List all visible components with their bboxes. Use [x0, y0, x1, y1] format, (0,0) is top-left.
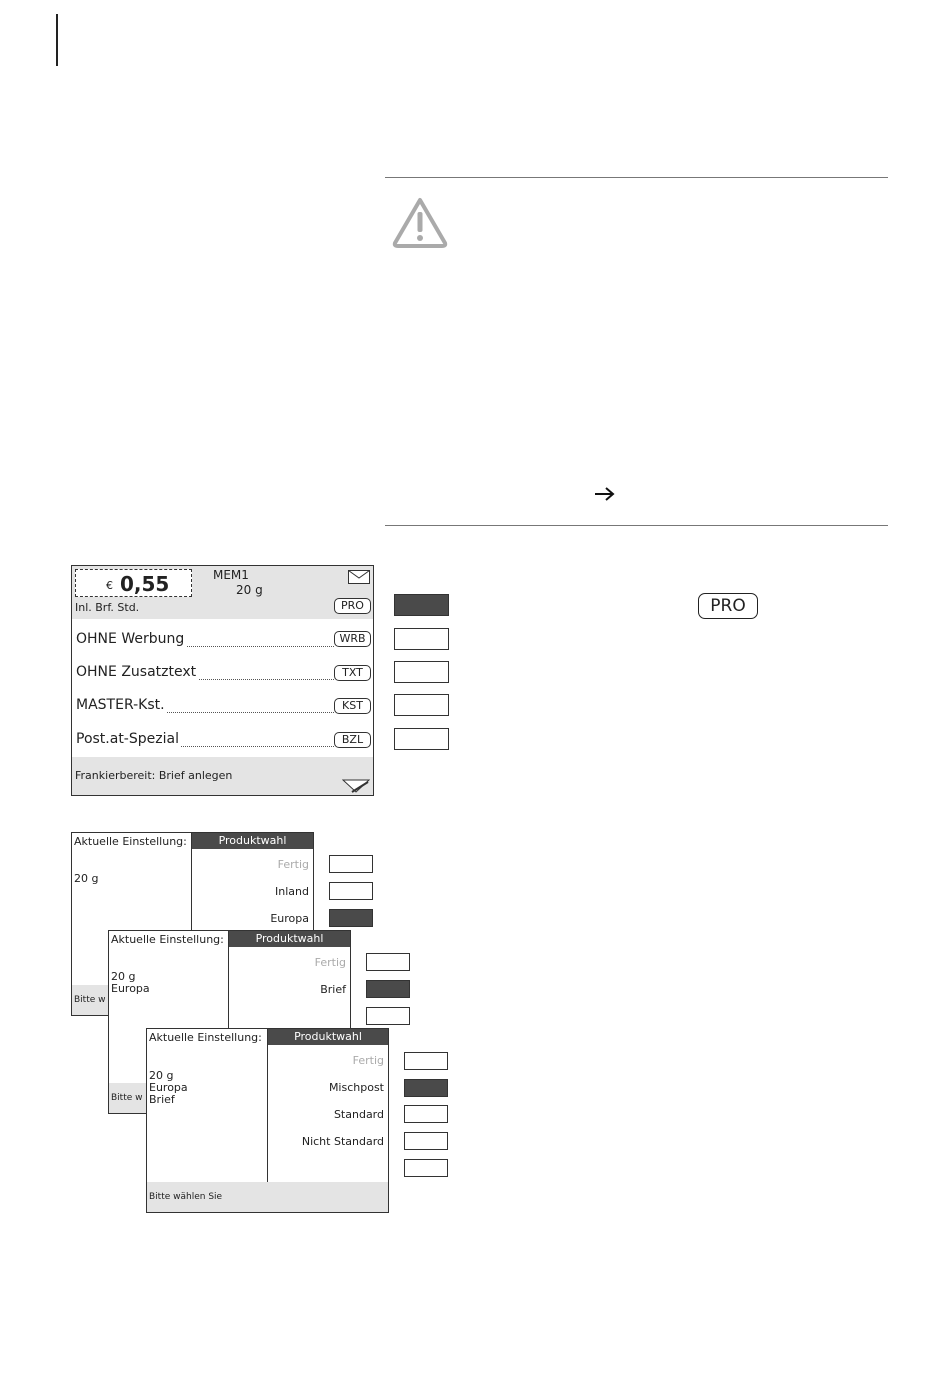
product-selection-header: Produktwahl: [268, 1029, 388, 1045]
envelope-icon: [348, 570, 370, 584]
row-leader: [182, 679, 334, 680]
screen2-key-1[interactable]: [366, 953, 410, 971]
product-name: Inl. Brf. Std.: [75, 601, 140, 614]
scroll-down-icon[interactable]: [342, 779, 370, 793]
pro-soft-key[interactable]: PRO: [334, 598, 371, 614]
current-setting-values: 20 g: [74, 872, 99, 885]
txt-soft-key[interactable]: TXT: [334, 665, 371, 681]
screen2-key-3[interactable]: [366, 1007, 410, 1025]
bzl-soft-key[interactable]: BZL: [334, 732, 371, 748]
current-setting-label: Aktuelle Einstellung:: [74, 835, 187, 848]
option-fertig[interactable]: Fertig: [277, 858, 309, 871]
screen1-key-3[interactable]: [329, 909, 373, 927]
row-label-spezial: Post.at-Spezial: [76, 731, 179, 747]
current-setting-values: 20 g Europa: [111, 970, 150, 995]
option-fertig[interactable]: Fertig: [352, 1054, 384, 1067]
screen-footer: Bitte wählen Sie: [147, 1182, 388, 1212]
warning-top-rule: [385, 177, 888, 178]
row-leader: [167, 746, 334, 747]
screen-footer: Bitte w: [72, 985, 313, 1015]
kst-soft-key[interactable]: KST: [334, 698, 371, 714]
screen3-key-4[interactable]: [404, 1132, 448, 1150]
wrb-soft-key[interactable]: WRB: [334, 631, 371, 647]
row-label-kostenstelle: MASTER-Kst.: [76, 697, 165, 713]
current-setting-label: Aktuelle Einstellung:: [149, 1031, 262, 1044]
current-setting-values: 20 g Europa Brief: [149, 1069, 188, 1106]
option-europa[interactable]: Europa: [270, 912, 309, 925]
warning-triangle-icon: [390, 195, 450, 249]
screen-footer: Bitte w: [109, 1083, 350, 1113]
row-label-zusatztext: OHNE Zusatztext: [76, 664, 197, 680]
postage-amount: 0,55: [120, 572, 170, 596]
product-selection-header: Produktwahl: [192, 833, 313, 849]
option-standard[interactable]: Standard: [333, 1108, 384, 1121]
hardware-key-2[interactable]: [394, 628, 449, 650]
screen3-key-5[interactable]: [404, 1159, 448, 1177]
status-text: Frankierbereit: Brief anlegen: [75, 769, 233, 782]
main-display-screen: [71, 565, 374, 796]
option-inland[interactable]: Inland: [275, 885, 309, 898]
hardware-key-1[interactable]: [394, 594, 449, 616]
product-selection-header: Produktwahl: [229, 931, 350, 947]
screen1-key-2[interactable]: [329, 882, 373, 900]
warning-bottom-rule: [385, 525, 888, 526]
pro-key[interactable]: PRO: [698, 593, 758, 619]
screen3-key-1[interactable]: [404, 1052, 448, 1070]
screen3-key-2[interactable]: [404, 1079, 448, 1097]
memory-slot: MEM1: [213, 568, 249, 582]
row-label-werbung: OHNE Werbung: [76, 631, 185, 647]
postage-amount-box[interactable]: [75, 569, 192, 597]
page-margin-line: [56, 14, 58, 66]
row-leader: [172, 646, 334, 647]
screen3-key-3[interactable]: [404, 1105, 448, 1123]
option-mischpost[interactable]: Mischpost: [328, 1081, 384, 1094]
hardware-key-4[interactable]: [394, 694, 449, 716]
screen2-key-2[interactable]: [366, 980, 410, 998]
option-nicht-standard[interactable]: Nicht Standard: [301, 1135, 384, 1148]
option-fertig[interactable]: Fertig: [314, 956, 346, 969]
weight-value: 20 g: [236, 583, 263, 597]
hardware-key-5[interactable]: [394, 728, 449, 750]
display-status-bar: [72, 757, 373, 795]
hardware-key-3[interactable]: [394, 661, 449, 683]
currency-symbol: €: [106, 579, 113, 592]
screen1-key-1[interactable]: [329, 855, 373, 873]
product-selection-screen-3: [146, 1028, 389, 1213]
option-brief[interactable]: Brief: [320, 983, 346, 996]
row-leader: [162, 712, 334, 713]
right-arrow-icon: [594, 486, 616, 502]
current-setting-label: Aktuelle Einstellung:: [111, 933, 224, 946]
